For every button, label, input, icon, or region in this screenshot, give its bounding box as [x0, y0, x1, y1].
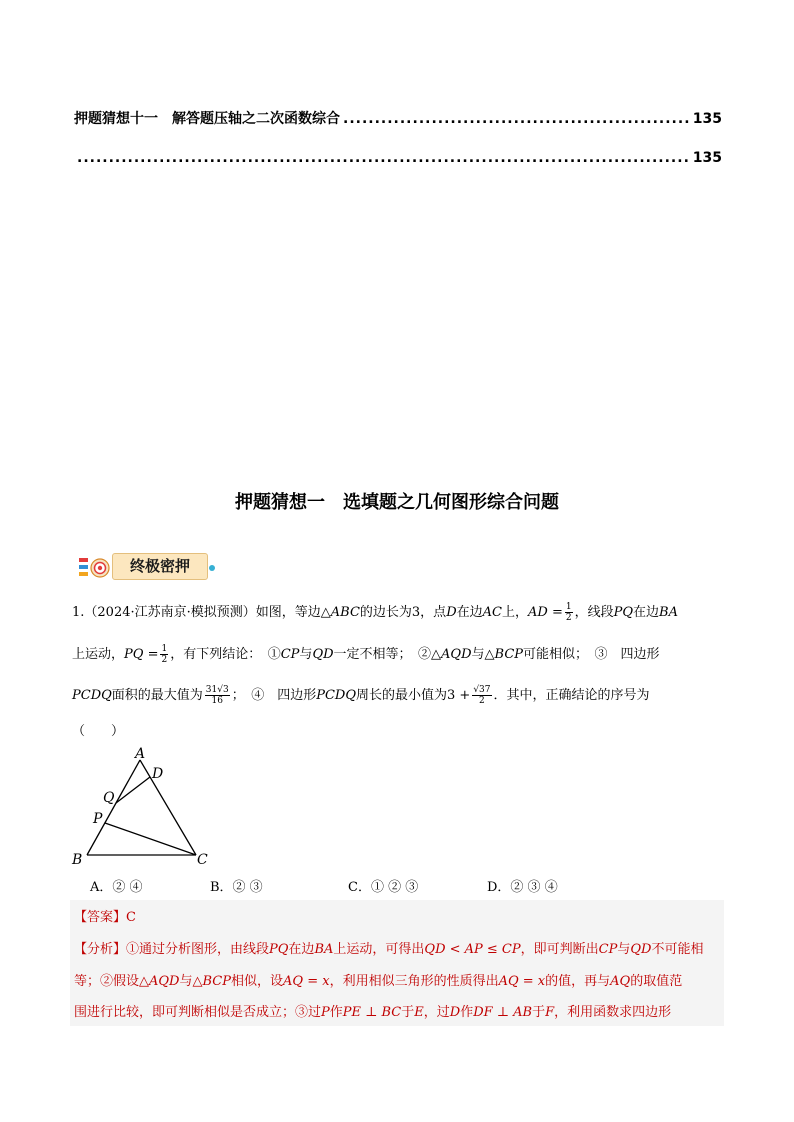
toc-label: 押题猜想十一 解答题压轴之二次函数综合	[74, 111, 340, 127]
answer-box	[70, 900, 724, 1026]
fraction: $\frac{31√3}{16}$	[205, 685, 229, 706]
question-line-1: 1.（2024·江苏南京·模拟预测）如图，等边△ABC的边长为3，点D在边AC上，AD = $\frac{1}{2}$ ，线段PQ在边BA	[72, 602, 678, 623]
answer-line: 【答案】C	[74, 910, 136, 925]
section-badge	[78, 553, 214, 580]
badge-label: 终极密押	[112, 553, 208, 580]
question-line-3: PCDQ面积的最大值为 $\frac{31√3}{16}$ ； ④ 四边形PCDQ周长的最小值为3 + $\frac{√37}{2}$ ．其中，正确结论的序号为	[72, 685, 650, 706]
toc-entry-11[interactable]	[74, 108, 722, 128]
label-c: C	[197, 852, 208, 868]
segment-pc	[105, 823, 196, 855]
label-a: A	[135, 746, 146, 762]
toc-page: 135	[692, 150, 722, 166]
toc-page: 135	[692, 111, 722, 127]
analysis-line-1: 【分析】①通过分析图形，由线段PQ在边BA上运动，可得出QD < AP ≤ CP，即可判断出CP与QD不可能相	[74, 942, 704, 957]
question-line-2: 上运动，PQ = $\frac{1}{2}$ ，有下列结论： ①CP与QD一定不相等； ②△AQD与△BCP可能相似； ③ 四边形	[72, 644, 660, 665]
fraction: $\frac{1}{2}$	[565, 602, 572, 623]
toc-entry-continued[interactable]	[74, 150, 722, 166]
analysis-line-3: 围进行比较，即可判断相似是否成立；③过P作PE ⊥ BC于E，过D作DF ⊥ AB于F，利用函数求四边形	[74, 1005, 672, 1020]
segment-qd	[116, 777, 150, 803]
side-ac	[140, 760, 196, 855]
target-icon	[78, 555, 112, 579]
option-d[interactable]: D．② ③ ④	[487, 880, 558, 895]
section-title: 押题猜想一 选填题之几何图形综合问题	[235, 492, 559, 513]
badge-dot	[209, 565, 215, 571]
option-c[interactable]: C．① ② ③	[348, 880, 419, 895]
label-d: D	[152, 766, 164, 782]
triangle-figure	[68, 745, 218, 870]
option-b[interactable]: B．② ③	[210, 880, 263, 895]
fraction: $\frac{√37}{2}$	[473, 685, 491, 706]
answer-blank: （ ）	[72, 724, 125, 739]
toc-leader	[343, 111, 690, 127]
option-a[interactable]: A．② ④	[90, 880, 143, 895]
toc-leader	[77, 150, 690, 166]
label-b: B	[72, 852, 83, 868]
side-ba	[87, 760, 140, 855]
fraction: $\frac{1}{2}$	[161, 644, 168, 665]
label-q: Q	[103, 790, 115, 806]
label-p: P	[93, 811, 103, 827]
analysis-line-2: 等；②假设△AQD与△BCP相似，设AQ = x，利用相似三角形的性质得出AQ = x的值，再与AQ的取值范	[74, 974, 683, 989]
